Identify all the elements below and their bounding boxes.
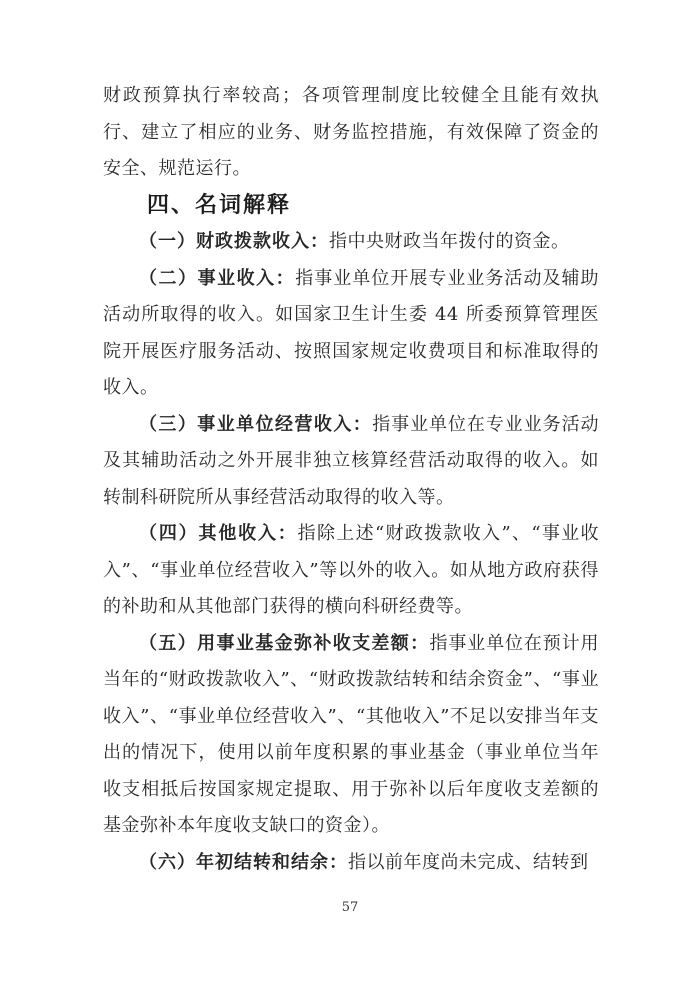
term-paragraph-3 (103, 407, 599, 517)
term-definition-5: 指事业单位在预计用当年的“财政拨款收入”、“财政拨款结转和结余资金”、“事业收入”、“事业单位经营收入”、“其他收入”不足以安排当年支出的情况下，使用以前年度积累的事业基金（事业单位当年收支相抵后按国家规定提取、用于弥补以后年度收支差额的基金弥补本年度收支缺口的资金）。 (103, 632, 600, 836)
term-label-4: （四）其他收入： (139, 523, 298, 544)
term-definition-6: 指以前年度尚未完成、结转到 (348, 851, 589, 873)
term-definition-1: 指中央财政当年拨付的资金。 (329, 231, 570, 252)
paragraph-intro-continuation: 财政预算执行率较高；各项管理制度比较健全且能有效执行、建立了相应的业务、财务监控措施，有效保障了资金的安全、规范运行。 (103, 85, 599, 179)
term-definition-4: 指除上述“财政拨款收入”、“事业收入”、“事业单位经营收入”等以外的收入。如从地方政府获得的补助和从其他部门获得的横向科研经费等。 (103, 523, 600, 617)
term-paragraph-2 (103, 261, 599, 407)
page-number: 57 (341, 900, 359, 915)
page-content (103, 78, 599, 881)
section-heading: 四、名词解释 (147, 192, 292, 218)
term-paragraph-1 (103, 224, 599, 261)
term-paragraph-6 (103, 845, 599, 882)
term-definition-2: 指事业单位开展专业业务活动及辅助活动所取得的收入。如国家卫生计生委 44 所委预算管理医院开展医疗服务活动、按照国家规定收费项目和标准取得的收入。 (103, 267, 600, 398)
term-label-1: （一）财政拨款收入： (139, 231, 329, 252)
term-paragraph-5 (103, 626, 599, 845)
term-definition-3: 指事业单位在专业业务活动及其辅助活动之外开展非独立核算经营活动取得的收入。如转制科研院所从事经营活动取得的收入等。 (103, 413, 600, 508)
term-label-2: （二）事业收入： (139, 267, 296, 289)
term-label-6: （六）年初结转和结余： (139, 851, 348, 873)
term-label-5: （五）用事业基金弥补收支差额： (139, 632, 430, 654)
term-paragraph-4 (103, 516, 599, 626)
term-label-3: （三）事业单位经营收入： (139, 413, 373, 435)
